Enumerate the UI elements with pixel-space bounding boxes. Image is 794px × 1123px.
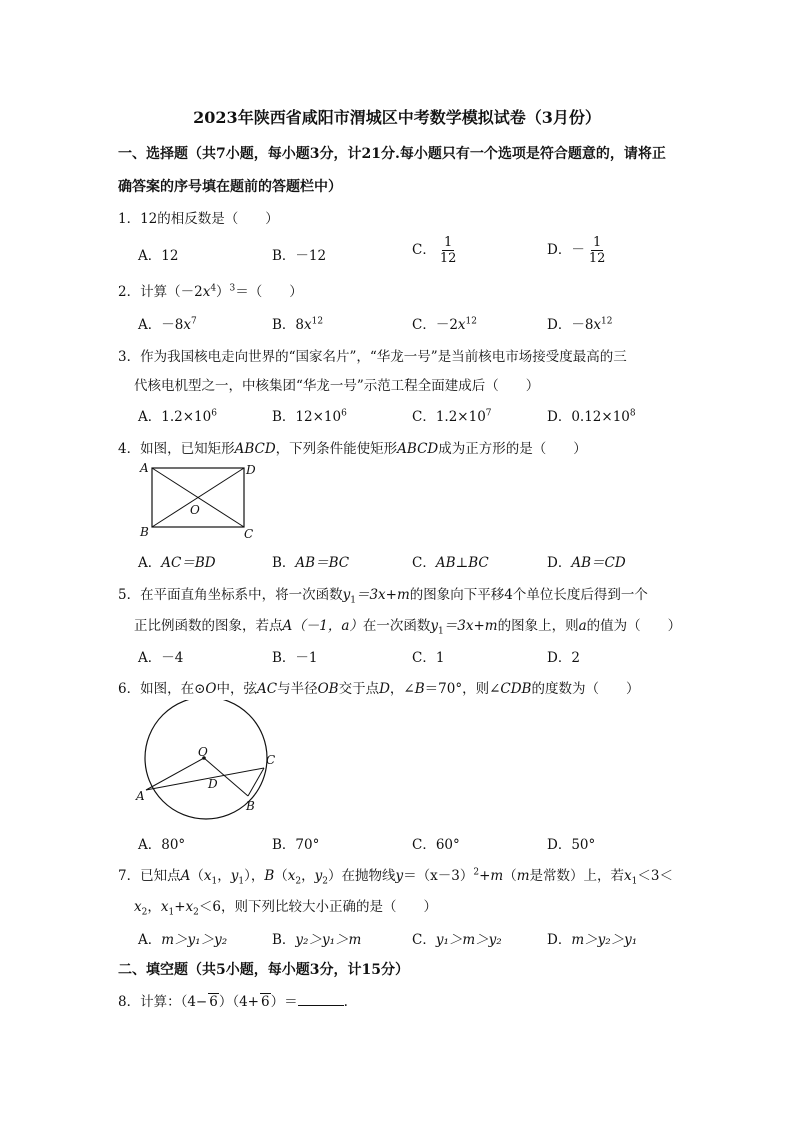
label-d: D [246,463,256,477]
q7-text-1b: 在抛物线 [341,868,396,884]
q7-option-d [547,928,637,948]
q7-option-b-expr: y₂＞y₁＞m [295,932,362,948]
q4-option-d-label: D． [547,555,572,571]
q7-x2-sub: 2 [295,876,302,887]
question-3-line1: 3．作为我国核电走向世界的“国家名片”，“华龙一号”是当前核电市场接受度最高的三 [118,349,627,365]
label-c: C [244,527,254,541]
q4-option-c-expr: AB⊥BC [435,555,489,571]
q5-text-2b: 在一次函数 [362,618,431,634]
q1-option-b: B．－12 [272,248,327,264]
q2-outer-exponent: 3 [229,283,236,294]
q1-option-c [412,236,458,265]
q7-lt6: ＜6，则下列比较大小正确的是（ ） [198,899,437,915]
q1-option-d [547,236,607,265]
q7-parab-exp: 2 [473,867,480,878]
q8-text-b: ）（4+ [218,994,259,1010]
q3-option-c-label: C．1.2×10 [412,409,486,425]
q7-y1-sub: 1 [238,876,245,887]
q8-text-c: ）＝ [270,994,298,1010]
q4-text-a: 4．如图，已知矩形 [118,441,235,457]
q7-x2b: x [134,899,142,915]
q6-option-d: D．50° [547,837,596,853]
q6-text-g: 的度数为（ ） [531,681,640,697]
q4-option-c-label: C． [412,555,436,571]
q7-x1b: x [624,868,632,884]
question-1-stem: 1．12的相反数是（ ） [118,211,279,227]
q2-option-c-label: C．－2 [412,317,458,333]
label-b: B [140,525,149,539]
q2-inner-exponent: 4 [210,283,217,294]
q7-point-b: B [264,868,275,884]
q7-m: m [490,868,504,884]
q3-option-a [138,405,217,425]
q7-y2: y [314,868,323,884]
label-a: A [136,789,145,803]
fraction-numerator: 1 [443,235,453,250]
q8-radical-1: 6 [209,994,218,1010]
segment-oa [146,758,204,790]
q7-x1c-sub: 1 [168,907,175,918]
q8-end: . [343,994,348,1010]
q4-option-c [412,551,489,571]
q2-option-c-var: x [457,317,466,333]
q6-text-c: 与半径 [277,681,318,697]
q7-comma-b: ， [301,868,315,884]
q7-option-a-expr: m＞y₁＞y₂ [161,932,228,948]
q4-option-a-label: A． [138,555,162,571]
q5-option-c: C．1 [412,650,445,666]
fraction-denominator: 12 [588,251,606,266]
q7-text-1a: 7．已知点 [118,868,181,884]
q7-x2b-sub: 2 [141,907,148,918]
q5-func-rhs-2: ＝3x+m [443,618,498,634]
q5-option-a: A．－4 [138,650,184,666]
q2-option-d-label: D．－8 [547,317,594,333]
q7-close-a: ） [244,868,251,884]
label-c: C [266,753,276,767]
q2-option-b-label: B．8 [272,317,305,333]
q2-var: x [202,284,211,300]
q7-option-c-expr: y₁＞m＞y₂ [435,932,502,948]
q3-option-d [547,405,636,425]
label-o: O [190,503,200,517]
q3-option-b [272,405,347,425]
q6-chord: AC [256,681,278,697]
q2-option-d [547,313,613,333]
label-a: A [140,461,149,475]
question-6-stem [118,677,639,697]
q7-y2-sub: 2 [322,876,328,887]
q7-parab-y: y [395,868,404,884]
section-1-heading-line2: 确答案的序号填在题前的答题栏中） [118,179,342,195]
q5-text-2c: 的图象上，则 [497,618,579,634]
fraction-denominator: 12 [439,251,457,266]
fraction [587,236,608,265]
q7-y1: y [230,868,239,884]
q5-var-a: a [578,618,587,634]
q6-text-d: 交于点 [338,681,380,697]
q7-comma-a: ， [217,868,231,884]
q5-text-1a: 5．在平面直角坐标系中，将一次函数 [118,587,343,603]
q6-option-b: B．70° [272,837,320,853]
q4-text-c: 成为正方形的是（ ） [438,441,587,457]
chord-ac [146,768,264,790]
q6-text-b: 中，弦 [216,681,257,697]
q3-option-a-label: A．1.2×10 [138,409,212,425]
q7-x2: x [287,868,296,884]
q7-point-a: A [180,868,191,884]
q7-text-2b: ， [147,899,161,915]
question-2-stem [118,280,303,300]
q2-option-a [138,313,197,333]
q6-circle: O [205,681,217,697]
section-2-heading: 二、填空题（共5小题，每小题3分，计15分） [118,962,409,978]
fraction [438,236,459,265]
q2-text-post: ＝（ ） [235,284,303,300]
q7-option-d-expr: m＞y₂＞y₁ [571,932,638,948]
exam-title: 2023年陕西省咸阳市渭城区中考数学模拟试卷（3月份） [193,108,601,127]
q4-rect-name-2: ABCD [397,441,439,457]
q1-option-c-label: C． [412,242,436,258]
question-7-line1 [118,864,673,887]
q4-text-b: ，下列条件能使矩形 [275,441,398,457]
q7-option-c [412,928,502,948]
question-7-line2 [134,895,437,918]
q5-point: A [282,618,293,634]
fraction-numerator: 1 [592,235,602,250]
q4-option-b-label: B． [272,555,296,571]
q6-text-a: 6．如图，在⊙ [118,681,206,697]
q3-option-b-exp: 6 [341,408,347,419]
q5-point-coord: （－1，a） [292,618,363,634]
q2-option-c-exp: 12 [465,316,477,327]
q3-option-c-exp: 7 [485,408,492,419]
q7-lt3: ＜3＜ [637,868,673,884]
q7-text-1d: 是常数）上，若 [529,868,624,884]
label-o: O [198,745,208,759]
q7-option-a [138,928,227,948]
q2-option-b [272,313,323,333]
q2-option-b-var: x [304,317,312,333]
question-8-stem [118,990,348,1010]
q2-option-d-exp: 12 [601,316,613,327]
q5-option-d: D．2 [547,650,580,666]
q2-option-c [412,313,477,333]
q2-option-a-var: x [183,317,191,333]
q6-option-a: A．80° [138,837,186,853]
q4-option-a-expr: AC＝BD [161,555,216,571]
q7-option-d-label: D． [547,932,572,948]
q7-option-c-label: C． [412,932,436,948]
question-5-line1 [118,583,648,606]
q7-parab-a: ＝（x－3） [403,868,474,884]
q7-x2c: x [185,899,194,915]
q6-target: CDB [500,681,532,697]
q5-func-y-2: y [430,618,439,634]
circle-figure [134,700,284,820]
answer-blank[interactable] [298,993,344,1006]
q5-text-2d: 的值为（ ） [586,618,682,634]
q5-text-1b: 的图象向下平移4个单位长度后得到一个 [409,587,648,603]
question-5-line2 [134,614,681,637]
q7-m-2: m [516,868,530,884]
q7-x1b-sub: 1 [631,876,638,887]
q4-option-b-expr: AB＝BC [295,555,350,571]
q4-option-a [138,551,216,571]
q3-option-a-exp: 6 [211,408,217,419]
q5-option-b: B．－1 [272,650,318,666]
q7-x2c-sub: 2 [193,907,199,918]
question-3-line2: 代核电机型之一，中核集团“华龙一号”示范工程全面建成后（ ） [134,378,540,394]
q6-radius: OB [317,681,339,697]
q2-text-mid: ） [216,284,230,300]
q7-close-b: ） [327,868,342,884]
q7-text-1c: （ [503,868,517,884]
q3-option-c [412,405,492,425]
q6-point: D [379,681,390,697]
q7-x1: x [203,868,212,884]
q5-func-rhs: ＝3x+m [355,587,410,603]
q4-option-d-expr: AB＝CD [571,555,626,571]
label-b: B [246,799,255,813]
q2-option-b-exp: 12 [311,316,324,327]
q3-option-d-exp: 8 [629,408,636,419]
q7-x1-sub: 1 [211,876,218,887]
q1-option-d-label: D．－ [547,242,585,258]
q4-option-d [547,551,626,571]
q3-option-b-label: B．12×10 [272,409,342,425]
rectangle-figure [132,460,262,542]
q5-func-sub: 1 [350,595,356,606]
q6-text-f: ＝70°，则∠ [424,681,501,697]
q7-parab-b: + [479,868,491,884]
q7-option-a-label: A． [138,932,162,948]
q4-rect-name: ABCD [234,441,276,457]
q7-plus: + [174,899,186,915]
q6-angle: B [414,681,425,697]
label-d: D [208,777,218,791]
q7-option-b-label: B． [272,932,296,948]
q5-text-2a: 正比例函数的图象，若点 [134,618,283,634]
q7-open-a: （ [190,868,204,884]
q8-text-a: 8．计算：（4− [118,994,208,1010]
q1-option-a: A．12 [138,248,179,264]
q6-text-e: ，∠ [389,681,415,697]
question-4-stem [118,437,587,457]
q7-option-b [272,928,361,948]
q4-option-b [272,551,349,571]
q2-option-a-exp: 7 [190,316,197,327]
q8-radical-2: 6 [261,994,270,1010]
q2-option-a-label: A．－8 [138,317,184,333]
q6-option-c: C．60° [412,837,460,853]
q7-open-b: （ [274,868,288,884]
q2-text-pre: 2．计算（－2 [118,284,203,300]
q3-option-d-label: D．0.12×10 [547,409,630,425]
q5-func-sub-2: 1 [438,626,444,637]
section-1-heading-line1: 一、选择题（共7小题，每小题3分，计21分.每小题只有一个选项是符合题意的，请将正 [118,146,666,162]
q5-func-y: y [342,587,351,603]
q7-sep: ， [250,868,265,884]
q2-option-d-var: x [593,317,602,333]
q7-x1c: x [160,899,169,915]
